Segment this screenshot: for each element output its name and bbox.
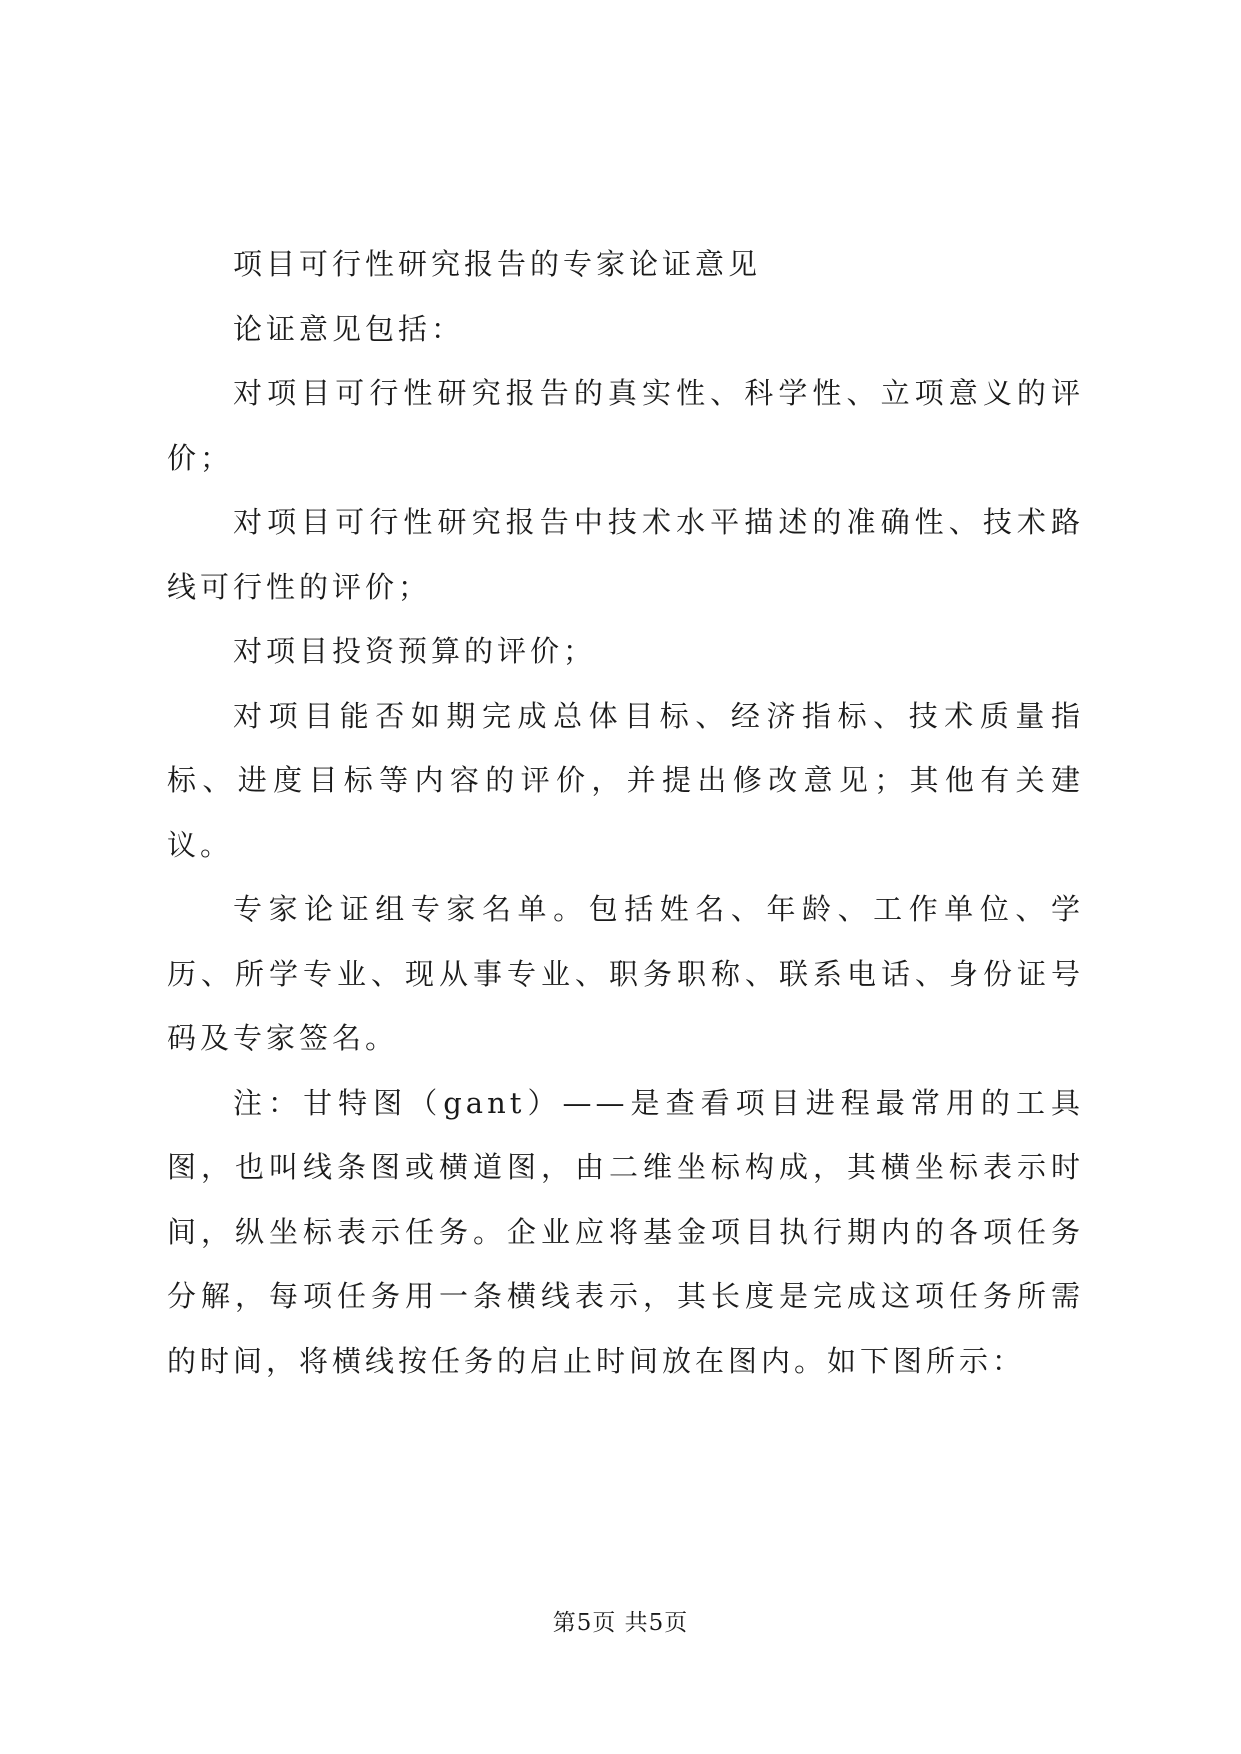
document-body	[167, 232, 1084, 1393]
paragraph-item: 对项目可行性研究报告中技术水平描述的准确性、技术路线可行性的评价；	[167, 505, 1084, 604]
section-title: 项目可行性研究报告的专家论证意见	[233, 247, 762, 281]
paragraph-item: 对项目能否如期完成总体目标、经济指标、技术质量指标、进度目标等内容的评价，并提出修改意见；其他有关建议。	[167, 698, 1084, 862]
page-footer: 第5页 共5页	[552, 1610, 689, 1636]
paragraph-item: 对项目投资预算的评价；	[233, 634, 597, 668]
paragraph-expert-list: 专家论证组专家名单。包括姓名、年龄、工作单位、学历、所学专业、现从事专业、职务职称、联系电话、身份证号码及专家签名。	[167, 892, 1084, 1055]
paragraph-note: 注：甘特图（gant）——是查看项目进程最常用的工具图，也叫线条图或横道图，由二维坐标构成，其横坐标表示时间，纵坐标表示任务。企业应将基金项目执行期内的各项任务分解，每项任务用一条横线表示，其长度是完成这项任务所需的时间，将横线按任务的启止时间放在图内。如下图所示：	[167, 1085, 1084, 1378]
paragraph-item: 对项目可行性研究报告的真实性、科学性、立项意义的评价；	[167, 376, 1084, 475]
paragraph-intro: 论证意见包括：	[233, 311, 465, 346]
